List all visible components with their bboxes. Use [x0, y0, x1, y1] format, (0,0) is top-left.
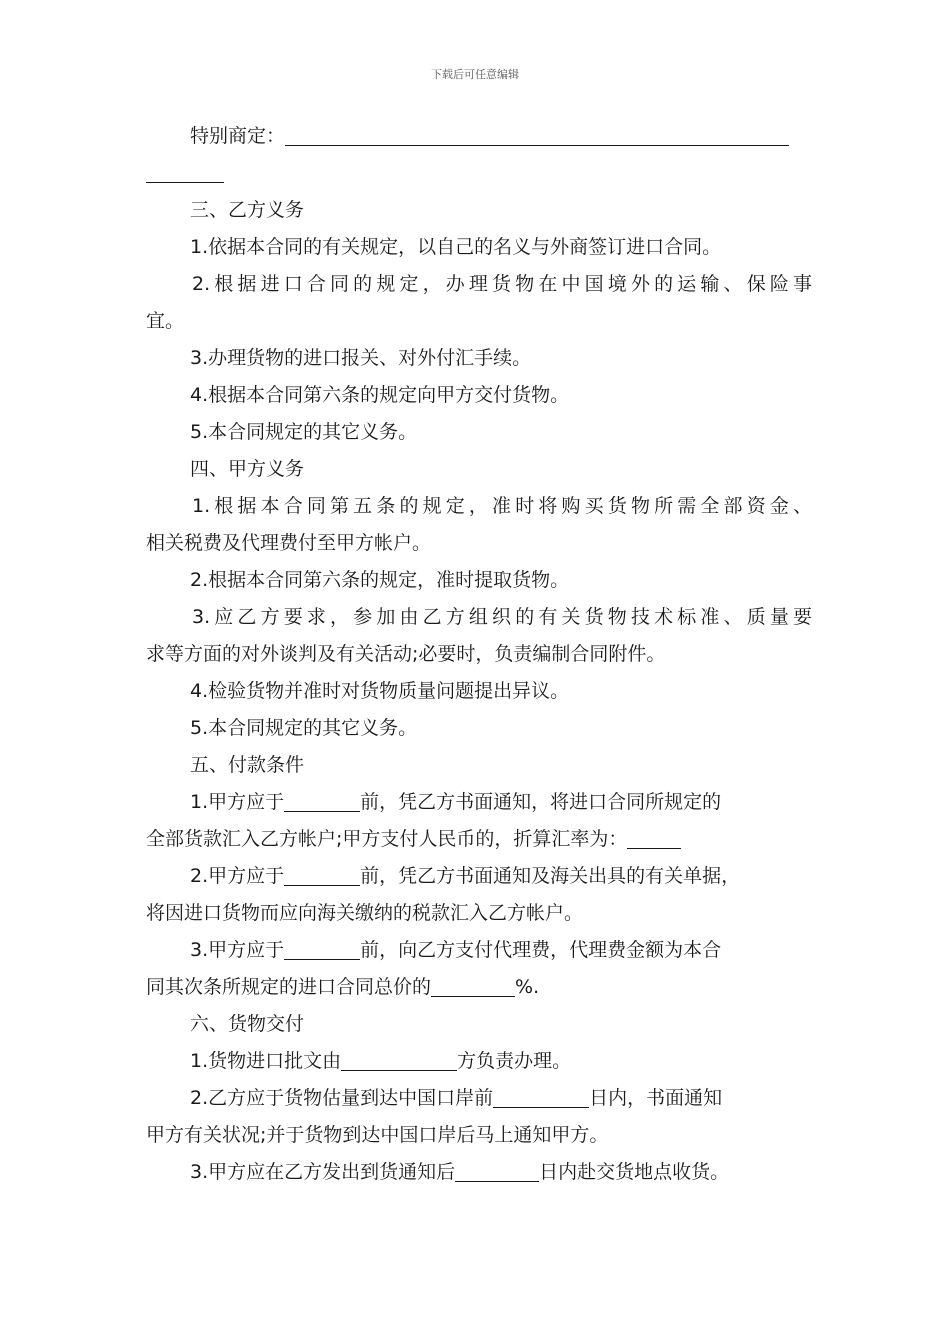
clause-text: 方负责办理。: [457, 1050, 572, 1072]
section-heading: 五、付款条件: [190, 754, 305, 776]
clause: 2.根据进口合同的规定，办理货物在中国境外的运输、保险事: [192, 273, 812, 295]
fill-blank: [455, 1161, 539, 1182]
clause-continuation: 将因进口货物而应向海关缴纳的税款汇入乙方帐户。: [146, 902, 584, 924]
clause: [146, 932, 812, 969]
section-heading: 四、甲方义务: [190, 458, 305, 480]
section-heading: 三、乙方义务: [190, 199, 305, 221]
clause-text: %.: [515, 976, 540, 998]
clause-text: 3.甲方应在乙方发出到货通知后: [190, 1161, 456, 1183]
clause-text: 2.甲方应于: [190, 865, 285, 887]
clause-text: 前，向乙方支付代理费，代理费金额为本合: [360, 939, 722, 961]
clause: 4.根据本合同第六条的规定向甲方交付货物。: [190, 384, 570, 406]
clause-text: 3.甲方应于: [190, 939, 285, 961]
clause-continuation: [146, 969, 812, 1006]
clause: 5.本合同规定的其它义务。: [190, 421, 418, 443]
clause-text: 日内，书面通知: [589, 1087, 723, 1109]
section-heading: 六、货物交付: [190, 1013, 305, 1035]
contract-body: [146, 118, 812, 1191]
fill-blank: [284, 865, 360, 886]
clause-continuation: 相关税费及代理费付至甲方帐户。: [146, 532, 432, 554]
clause: [146, 1154, 812, 1191]
clause-continuation: 求等方面的对外谈判及有关活动;必要时，负责编制合同附件。: [146, 643, 666, 665]
fill-blank: [493, 1087, 589, 1108]
fill-blank: [284, 791, 360, 812]
clause: [146, 1080, 812, 1117]
clause-text: 1.货物进口批文由: [190, 1050, 342, 1072]
clause-text: 1.甲方应于: [190, 791, 285, 813]
clause-text: 前，凭乙方书面通知及海关出具的有关单据，: [360, 865, 741, 887]
clause: 3.应乙方要求，参加由乙方组织的有关货物技术标准、质量要: [192, 606, 812, 628]
fill-blank: [284, 939, 360, 960]
clause: 2.根据本合同第六条的规定，准时提取货物。: [190, 569, 570, 591]
fill-blank: [285, 125, 789, 146]
clause: [146, 858, 812, 895]
clause-continuation: 甲方有关状况;并于货物到达中国口岸后马上通知甲方。: [146, 1124, 609, 1146]
clause-text: 同其次条所规定的进口合同总价的: [146, 976, 432, 998]
clause-text: 前，凭乙方书面通知，将进口合同所规定的: [360, 791, 722, 813]
page-header: 下载后可任意编辑: [431, 68, 519, 81]
clause-text: 全部货款汇入乙方帐户;甲方支付人民币的，折算汇率为：: [146, 828, 628, 850]
clause-text: 2.乙方应于货物估量到达中国口岸前: [190, 1087, 494, 1109]
clause: 4.检验货物并准时对货物质量问题提出异议。: [190, 680, 570, 702]
clause: [146, 1043, 812, 1080]
clause-continuation: [146, 821, 812, 858]
clause: 1.依据本合同的有关规定，以自己的名义与外商签订进口合同。: [190, 236, 722, 258]
clause-continuation: 宜。: [146, 310, 185, 332]
clause: 1.根据本合同第五条的规定，准时将购买货物所需全部资金、: [192, 495, 812, 517]
fill-blank: [431, 976, 515, 997]
clause: [146, 784, 812, 821]
fill-blank: [146, 162, 224, 183]
clause: 5.本合同规定的其它义务。: [190, 717, 418, 739]
clause: 3.办理货物的进口报关、对外付汇手续。: [190, 347, 532, 369]
fill-blank: [627, 828, 681, 849]
fill-blank: [341, 1050, 457, 1071]
clause-text: 日内赴交货地点收货。: [539, 1161, 730, 1183]
special-agreement-line: [146, 118, 812, 155]
special-agreement-label: 特别商定：: [190, 125, 286, 147]
special-agreement-continuation: [146, 155, 812, 192]
